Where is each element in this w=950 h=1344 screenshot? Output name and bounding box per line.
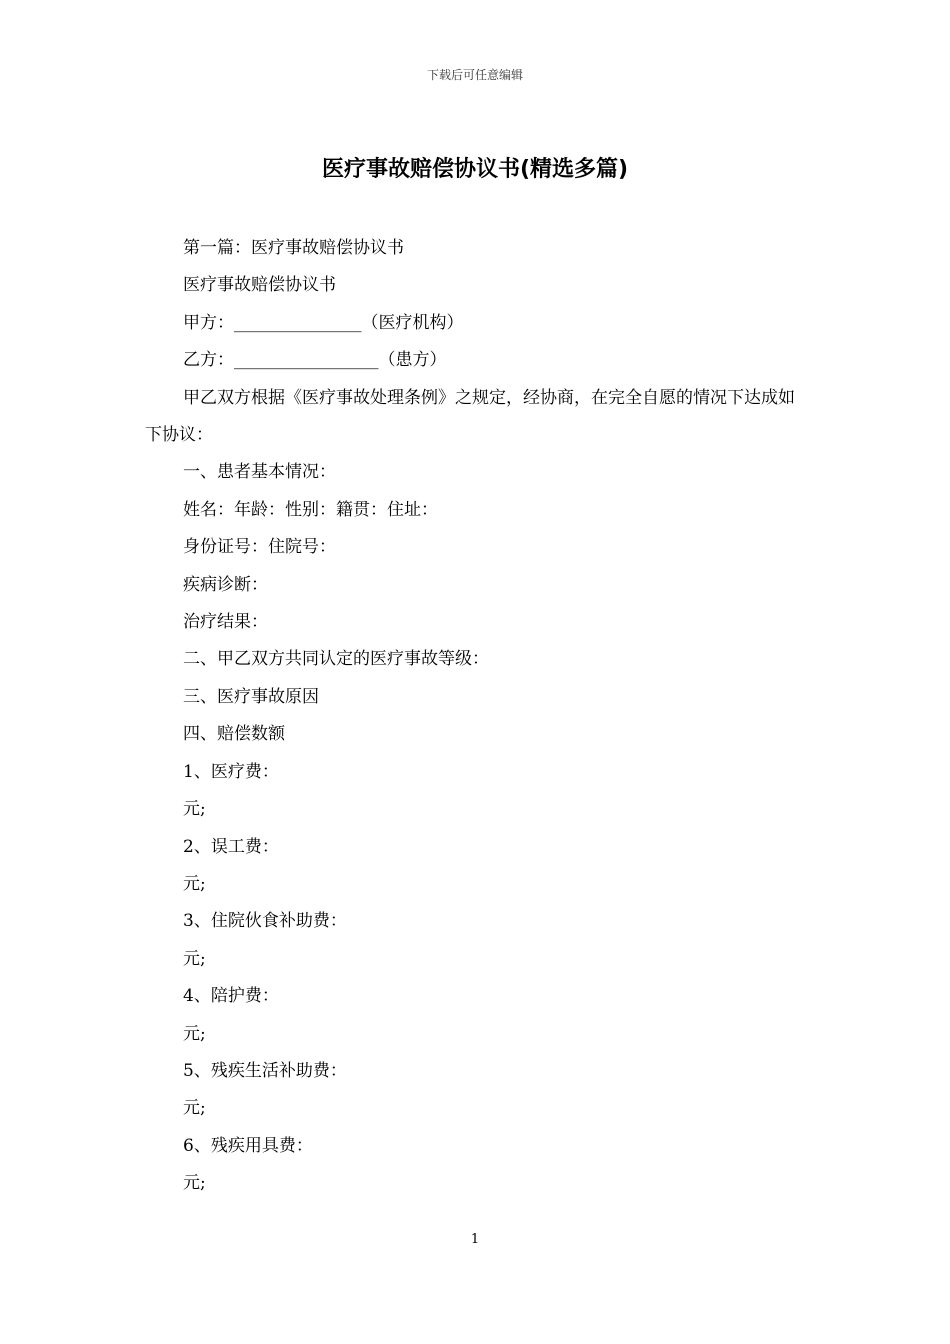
clause-heading: 二、甲乙双方共同认定的医疗事故等级：	[183, 649, 489, 670]
patient-info-line: 疾病诊断：	[183, 574, 268, 595]
patient-info-line: 姓名：年龄：性别：籍贯：住址：	[183, 499, 438, 520]
document-title: 医疗事故赔偿协议书(精选多篇)	[321, 157, 629, 182]
preamble-paragraph: 甲乙双方根据《医疗事故处理条例》之规定，经协商，在完全自愿的情况下达成如下协议：	[145, 387, 795, 446]
page-header-note: 下载后可任意编辑	[426, 68, 523, 82]
page-number: 1	[470, 1232, 480, 1247]
compensation-amount: 元;	[183, 799, 206, 820]
compensation-amount: 元;	[183, 1173, 206, 1194]
party-b-line: 乙方：_________________（患方）	[183, 350, 447, 371]
compensation-item: 1、医疗费：	[183, 761, 279, 782]
patient-info-line: 治疗结果：	[183, 612, 268, 633]
compensation-amount: 元;	[183, 1023, 206, 1044]
compensation-item: 3、住院伙食补助费：	[183, 911, 347, 932]
document-body	[145, 230, 810, 1203]
compensation-item: 6、残疾用具费：	[183, 1135, 313, 1156]
section-heading: 第一篇：医疗事故赔偿协议书	[183, 238, 404, 258]
clause-heading: 三、医疗事故原因	[183, 686, 319, 707]
compensation-amount: 元;	[183, 948, 206, 969]
agreement-title-line: 医疗事故赔偿协议书	[183, 275, 336, 296]
compensation-item: 4、陪护费：	[183, 986, 279, 1007]
compensation-item: 5、残疾生活补助费：	[183, 1060, 347, 1081]
party-a-line: 甲方：_______________（医疗机构）	[183, 312, 464, 333]
compensation-amount: 元;	[183, 873, 206, 894]
clause-heading: 四、赔偿数额	[183, 724, 285, 745]
patient-info-line: 身份证号：住院号：	[183, 537, 336, 558]
clause-heading: 一、患者基本情况：	[183, 462, 336, 483]
compensation-amount: 元;	[183, 1098, 206, 1119]
compensation-item: 2、误工费：	[183, 836, 279, 857]
